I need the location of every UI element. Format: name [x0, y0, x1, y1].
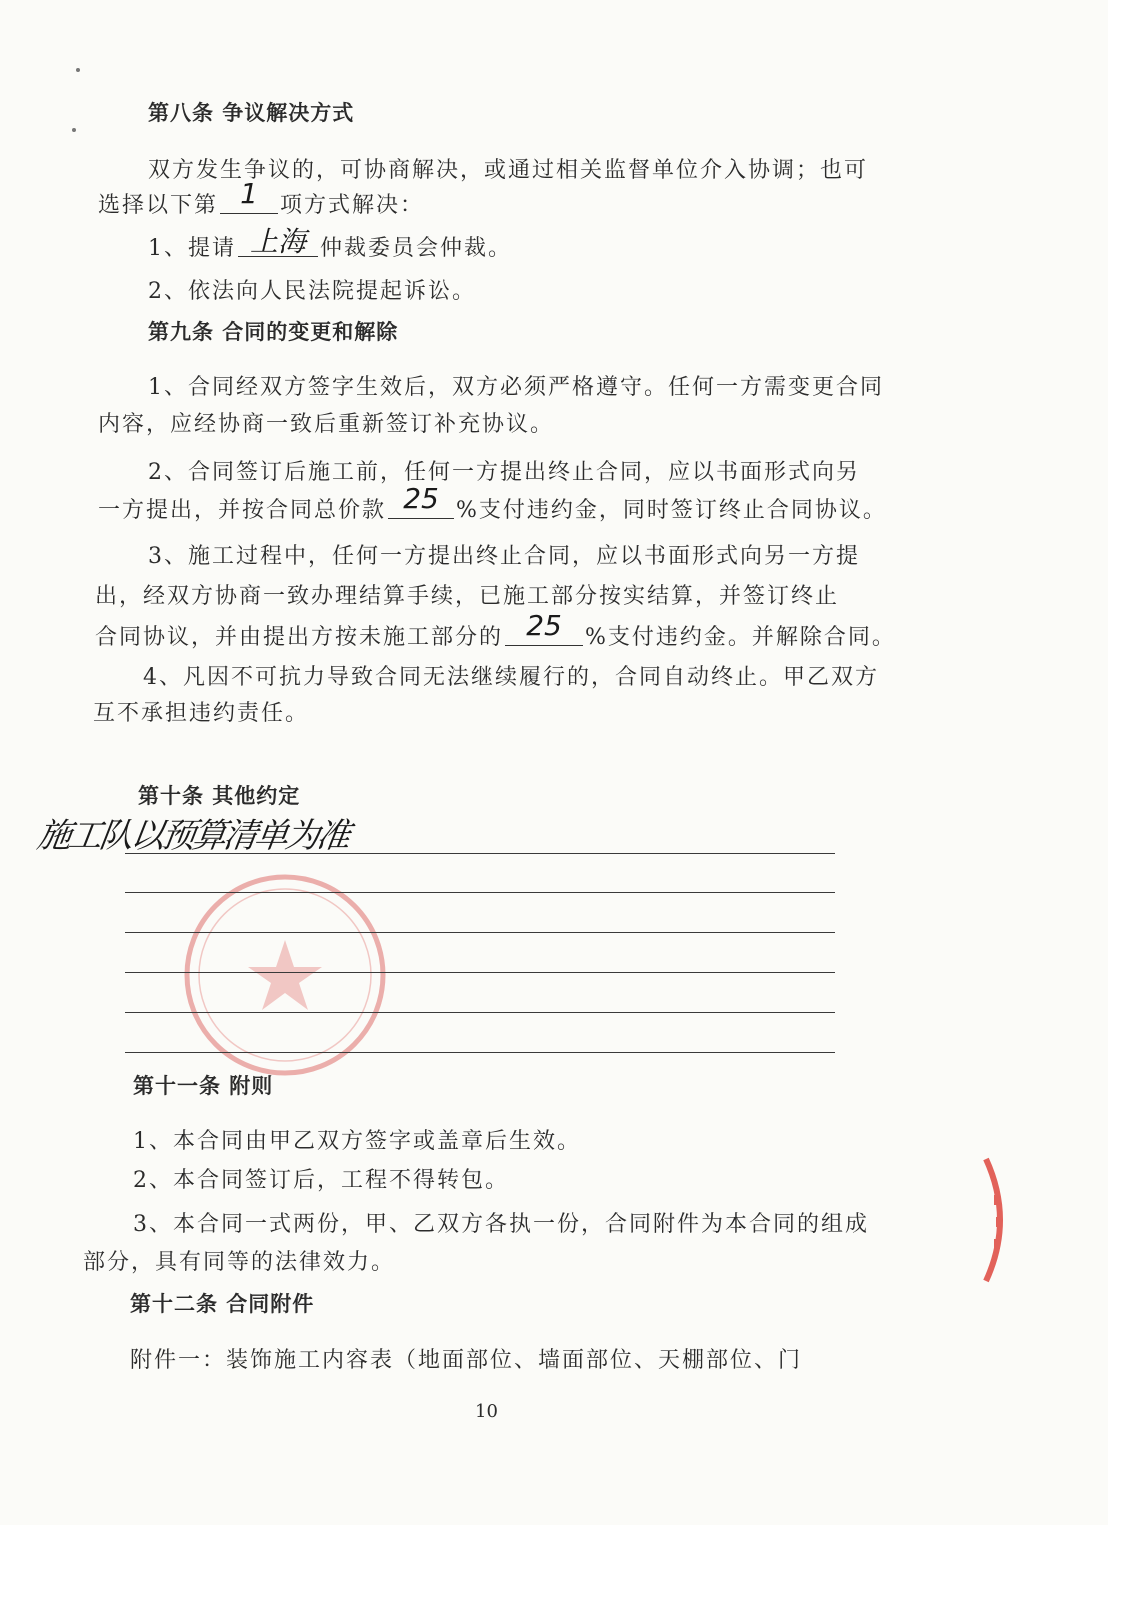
article-8-heading: 第八条 争议解决方式 — [148, 101, 355, 125]
article-12-line1: 附件一：装饰施工内容表（地面部位、墙面部位、天棚部位、门 — [130, 1348, 803, 1373]
blank-line — [125, 1052, 835, 1053]
penalty-percent-blank-1 — [388, 482, 454, 519]
dispute-option-value: 1 — [240, 177, 258, 210]
blank-line — [125, 1012, 835, 1013]
company-seal-stamp — [180, 870, 390, 1080]
page-number: 10 — [475, 1401, 498, 1422]
article-9-p2-line1: 2、合同签订后施工前，任何一方提出终止合同，应以书面形式向另 — [148, 460, 860, 485]
article-9-p3-line3-pre: 合同协议，并由提出方按未施工部分的 — [95, 625, 504, 650]
article-9-p1-line1: 1、合同经双方签字生效后，双方必须严格遵守。任何一方需变更合同 — [148, 375, 884, 400]
article-10-heading: 第十条 其他约定 — [138, 784, 301, 808]
dispute-option-blank — [220, 177, 278, 214]
handwritten-other-agreement: 施工队以预算清单为准 — [34, 816, 351, 856]
article-9-p3-line3-post: %支付违约金。并解除合同。 — [585, 625, 896, 650]
article-12-heading: 第十二条 合同附件 — [130, 1292, 315, 1316]
scan-margin-bottom — [0, 1525, 1131, 1600]
arbitration-city-blank — [238, 225, 318, 258]
article-11-item2: 2、本合同签订后，工程不得转包。 — [133, 1168, 509, 1193]
blank-line — [125, 932, 835, 933]
blank-line — [125, 972, 835, 973]
article-8-item1-pre: 1、提请 — [148, 236, 236, 261]
article-11-item3-line1: 3、本合同一式两份，甲、乙双方各执一份，合同附件为本合同的组成 — [133, 1212, 869, 1237]
article-11-heading: 第十一条 附则 — [133, 1074, 274, 1098]
article-9-p2-line2-pre: 一方提出，并按合同总价款 — [98, 498, 387, 523]
scan-margin-right — [1108, 0, 1131, 1600]
blank-line — [125, 853, 835, 854]
article-11-item3-line2: 部分，具有同等的法律效力。 — [83, 1250, 396, 1275]
blank-line — [125, 892, 835, 893]
penalty-percent-value-1: 25 — [403, 482, 439, 515]
article-9-p4-line1: 4、凡因不可抗力导致合同无法继续履行的，合同自动终止。甲乙双方 — [143, 665, 879, 690]
article-9-p4-line2: 互不承担违约责任。 — [93, 701, 310, 726]
article-8-item1 — [148, 225, 513, 262]
article-9-p3-line1: 3、施工过程中，任何一方提出终止合同，应以书面形式向另一方提 — [148, 544, 860, 569]
penalty-percent-value-2: 25 — [526, 609, 562, 642]
article-8-line2-post: 项方式解决： — [280, 193, 425, 218]
scan-speck — [76, 68, 80, 72]
article-9-p1-line2: 内容，应经协商一致后重新签订补充协议。 — [98, 412, 555, 437]
article-8-line2-pre: 选择以下第 — [98, 193, 219, 218]
article-9-p2-line2-post: %支付违约金，同时签订终止合同协议。 — [456, 498, 887, 523]
article-8-item2: 2、依法向人民法院提起诉讼。 — [148, 279, 476, 304]
article-9-p2-line2 — [98, 482, 887, 524]
penalty-percent-blank-2 — [505, 609, 583, 646]
article-8-item1-post: 仲裁委员会仲裁。 — [320, 236, 513, 261]
article-9-p3-line3 — [95, 609, 896, 651]
article-9-heading: 第九条 合同的变更和解除 — [148, 320, 399, 344]
article-11-item1: 1、本合同由甲乙双方签字或盖章后生效。 — [133, 1129, 581, 1154]
article-8-line2 — [98, 177, 425, 219]
article-9-p3-line2: 出，经双方协商一致办理结算手续，已施工部分按实结算，并签订终止 — [95, 584, 840, 609]
arbitration-city-value: 上海 — [249, 225, 306, 258]
scan-speck — [72, 128, 76, 132]
article-8-line1: 双方发生争议的，可协商解决，或通过相关监督单位介入协调；也可 — [148, 158, 869, 183]
side-stamp-fragment — [980, 1155, 1020, 1285]
